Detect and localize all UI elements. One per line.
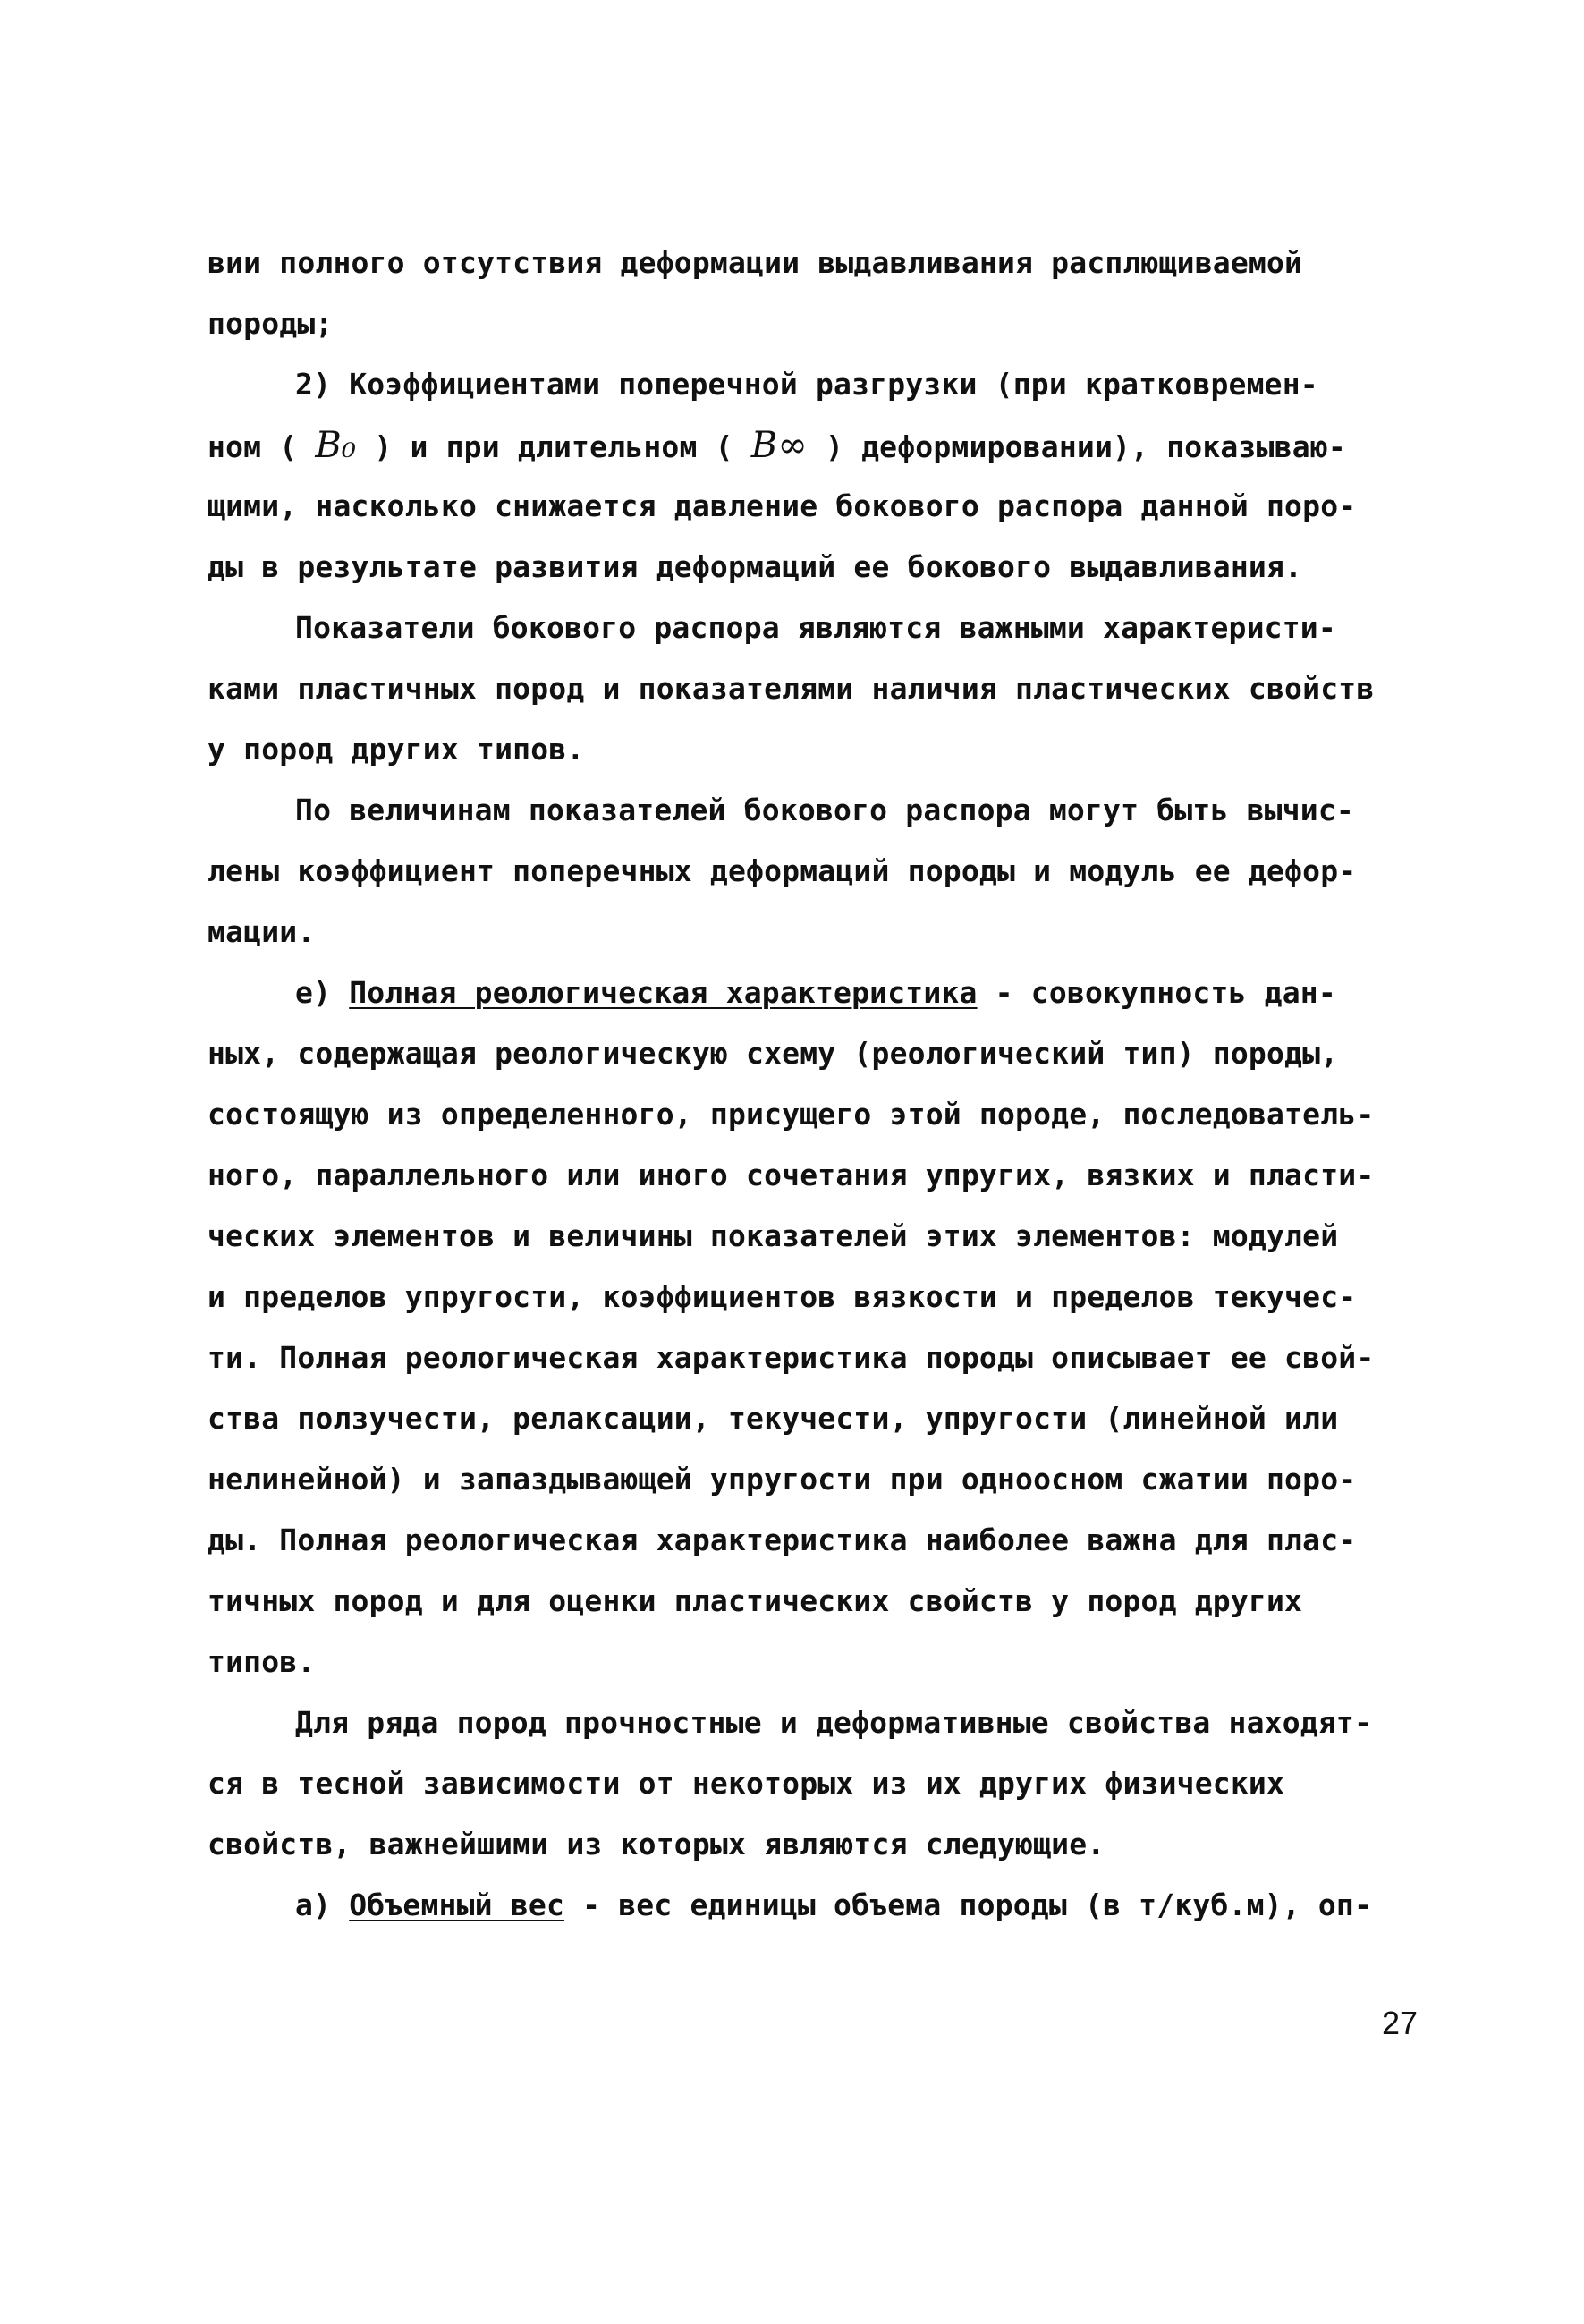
text-fragment: - совокупность дан- — [977, 975, 1336, 1010]
text-line: ся в тесной зависимости от некоторых из их других физических — [208, 1766, 1285, 1801]
text-line — [295, 973, 1336, 1013]
text-line: По величинам показателей бокового распора могут быть вычис- — [295, 793, 1354, 827]
text-fragment: - вес единицы объема породы (в т/куб.м), оп- — [564, 1887, 1373, 1922]
text-line: типов. — [208, 1644, 316, 1679]
text-line: Для ряда пород прочностные и деформативные свойства находят- — [295, 1705, 1373, 1740]
term-underlined: Полная реологическая характеристика — [349, 975, 978, 1010]
text-line: ды в результате развития деформаций ее бокового выдавливания. — [208, 549, 1303, 584]
coefficient-symbol-b0: B₀ — [315, 425, 357, 466]
text-fragment: ) и при длительном ( — [356, 429, 751, 464]
text-line: щими, насколько снижается давление бокового распора данной поро- — [208, 488, 1357, 523]
text-line: нелинейной) и запаздывающей упругости при одноосном сжатии поро- — [208, 1462, 1357, 1497]
text-line: ческих элементов и величины показателей этих элементов: модулей — [208, 1218, 1339, 1253]
text-line: у пород других типов. — [208, 732, 585, 767]
text-line: 2) Коэффициентами поперечной разгрузки (при кратковремен- — [295, 367, 1318, 402]
text-line: Показатели бокового распора являются важными характеристи- — [295, 610, 1336, 645]
text-line: ства ползучести, релаксации, текучести, упругости (линейной или — [208, 1401, 1339, 1436]
text-line: свойств, важнейшими из которых являются следующие. — [208, 1827, 1105, 1862]
text-line: вии полного отсутствия деформации выдавливания расплющиваемой — [208, 245, 1303, 280]
text-line — [208, 426, 1346, 467]
text-line: ды. Полная реологическая характеристика наиболее важна для плас- — [208, 1522, 1357, 1557]
text-line: мации. — [208, 914, 316, 949]
text-line: тичных пород и для оценки пластических свойств у пород других — [208, 1583, 1303, 1618]
text-line: ти. Полная реологическая характеристика породы описывает ее свой- — [208, 1340, 1375, 1375]
text-line: ного, параллельного или иного сочетания упругих, вязких и пласти- — [208, 1158, 1375, 1192]
text-line: ных, содержащая реологическую схему (реологический тип) породы, — [208, 1036, 1339, 1071]
text-fragment: е) — [295, 975, 350, 1010]
text-line: состоящую из определенного, присущего этой породе, последователь- — [208, 1097, 1375, 1132]
term-underlined: Объемный вес — [349, 1887, 565, 1922]
text-line: ками пластичных пород и показателями наличия пластических свойств — [208, 671, 1375, 706]
text-fragment: ) деформировании), показываю- — [807, 429, 1346, 464]
text-fragment: а) — [295, 1887, 350, 1922]
text-line: породы; — [208, 306, 334, 341]
text-line: и пределов упругости, коэффициентов вязкости и пределов текучес- — [208, 1279, 1357, 1314]
coefficient-symbol-binf: B∞ — [750, 425, 808, 466]
text-fragment: ном ( — [208, 429, 316, 464]
text-line: лены коэффициент поперечных деформаций породы и модуль ее дефор- — [208, 853, 1357, 888]
page-number: 27 — [1382, 2005, 1419, 2041]
text-line — [295, 1886, 1372, 1925]
